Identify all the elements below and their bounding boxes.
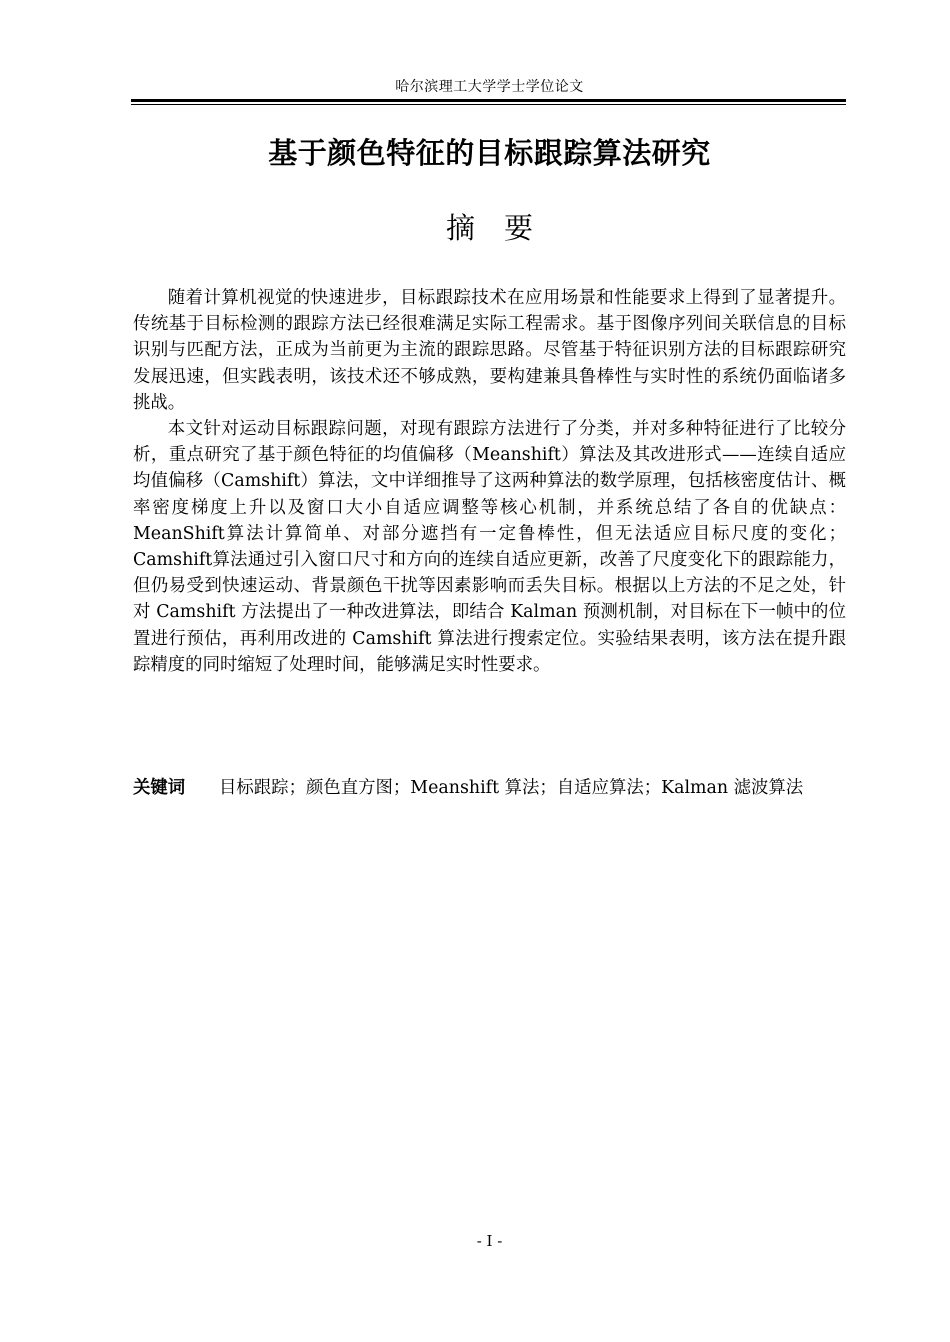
abstract-paragraph-2: 本文针对运动目标跟踪问题，对现有跟踪方法进行了分类，并对多种特征进行了比较分析，重点研究了基于颜色特征的均值偏移（Meanshift）算法及其改进形式——连续自适应均值偏移（Camshift）算法，文中详细推导了这两种算法的数学原理，包括核密度估计、概率密度梯度上升以及窗口大小自适应调整等核心机制，并系统总结了各自的优缺点：MeanShift算法计算简单、对部分遮挡有一定鲁棒性，但无法适应目标尺度的变化；Camshift算法通过引入窗口尺寸和方向的连续自适应更新，改善了尺度变化下的跟踪能力，但仍易受到快速运动、背景颜色干扰等因素影响而丢失目标。根据以上方法的不足之处，针对 Camshift 方法提出了一种改进算法，即结合 Kalman 预测机制，对目标在下一帧中的位置进行预估，再利用改进的 Camshift 算法进行搜索定位。实验结果表明，该方法在提升跟踪精度的同时缩短了处理时间，能够满足实时性要求。 [133, 419, 846, 675]
keywords-label: 关键词 [133, 778, 186, 798]
abstract-paragraph-1: 随着计算机视觉的快速进步，目标跟踪技术在应用场景和性能要求上得到了显著提升。传统基于目标检测的跟踪方法已经很难满足实际工程需求。基于图像序列间关联信息的目标识别与匹配方法，正成为当前更为主流的跟踪思路。尽管基于特征识别方法的目标跟踪研究发展迅速，但实践表明，该技术还不够成熟，要构建兼具鲁棒性与实时性的系统仍面临诸多挑战。 [133, 288, 846, 413]
header-rule-thick [131, 99, 846, 102]
running-header: 哈尔滨理工大学学士学位论文 [395, 79, 584, 95]
keywords-list: 目标跟踪；颜色直方图；Meanshift 算法；自适应算法；Kalman 滤波算法 [219, 778, 804, 798]
header-rule-thin [131, 104, 846, 105]
abstract-body [133, 285, 846, 678]
page-number: - I - [476, 1232, 503, 1250]
thesis-title: 基于颜色特征的目标跟踪算法研究 [268, 136, 711, 170]
keywords-block [133, 775, 846, 802]
abstract-heading: 摘 要 [445, 211, 533, 245]
